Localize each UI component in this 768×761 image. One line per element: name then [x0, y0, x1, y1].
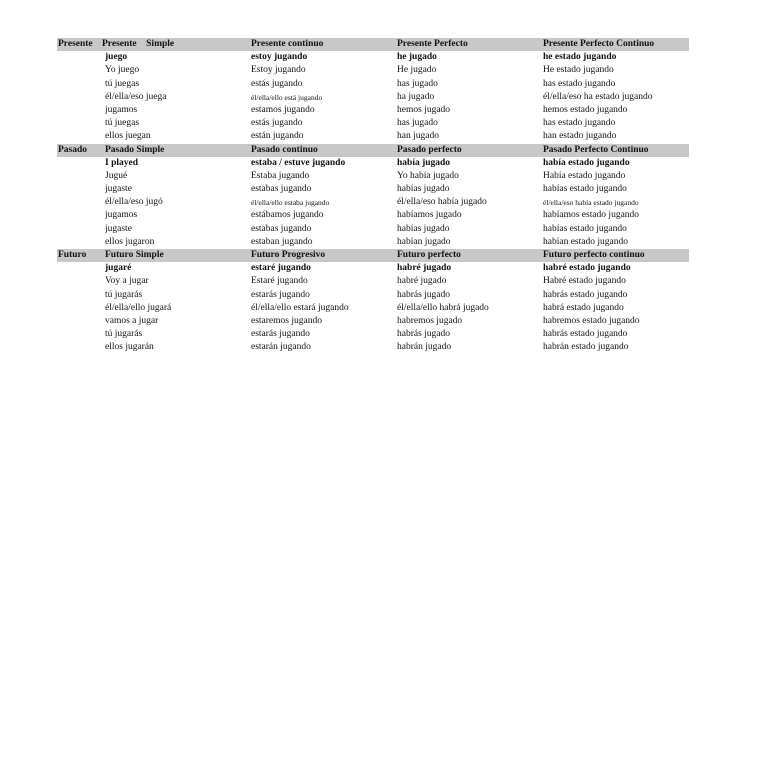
- column-header: Presente Perfecto: [397, 39, 468, 49]
- table-cell: habías jugado: [397, 184, 450, 195]
- section-header-futuro: [57, 249, 689, 262]
- section-label: Pasado: [58, 144, 88, 155]
- table-cell: habré jugado: [397, 276, 447, 287]
- column-header: Presente Simple: [102, 39, 175, 49]
- table-cell: hemos jugado: [397, 104, 451, 115]
- table-cell: has jugado: [397, 78, 438, 89]
- table-cell: han estado jugando: [543, 131, 617, 142]
- table-row: [57, 341, 689, 354]
- table-cell: ellos jugaron: [105, 236, 155, 247]
- table-row: [57, 117, 689, 130]
- table-cell: Voy a jugar: [105, 276, 149, 287]
- table-cell: han jugado: [397, 131, 439, 142]
- column-header: Futuro Simple: [105, 250, 164, 260]
- table-cell: él/ella/ello estaba jugando: [251, 198, 330, 208]
- column-header: Pasado Perfecto Continuo: [543, 144, 649, 155]
- table-cell: estarán jugando: [251, 342, 311, 353]
- table-cell: habremos jugado: [397, 315, 463, 326]
- table-cell: vamos a jugar: [105, 315, 159, 326]
- column-header: Futuro Progresivo: [251, 250, 326, 260]
- table-cell: tú juegas: [105, 118, 140, 129]
- table-cell: estarás jugando: [251, 289, 310, 300]
- table-cell: Estoy jugando: [251, 65, 306, 76]
- section-header-presente: [57, 38, 689, 51]
- table-cell: Yo había jugado: [397, 170, 459, 181]
- table-cell: habremos estado jugando: [543, 315, 640, 326]
- table-cell: estarás jugando: [251, 329, 310, 340]
- table-row: [57, 104, 689, 117]
- column-header: Presente Perfecto Continuo: [543, 39, 655, 49]
- table-cell: estás jugando: [251, 118, 303, 129]
- table-cell: jugamos: [105, 104, 138, 115]
- table-row: [57, 64, 689, 77]
- table-cell: él/ella/eso juega: [105, 91, 167, 102]
- table-row: [57, 51, 689, 64]
- table-cell: él/ella/ello habrá jugado: [397, 302, 489, 313]
- table-cell: hemos estado jugando: [543, 104, 628, 115]
- table-row: [57, 223, 689, 236]
- section-label: Futuro: [58, 250, 87, 260]
- table-cell: tú jugarás: [105, 289, 143, 300]
- table-cell: él/ella/ello jugará: [105, 302, 172, 313]
- table-cell: habrás jugado: [397, 289, 451, 300]
- table-row: [57, 315, 689, 328]
- table-cell: habías jugado: [397, 223, 450, 234]
- table-cell: Estaba jugando: [251, 170, 310, 181]
- table-cell: él/ella/eso había estado jugando: [543, 198, 639, 208]
- section-header-pasado: [57, 144, 689, 157]
- table-cell: habrán jugado: [397, 342, 452, 353]
- table-cell: tú juegas: [105, 78, 140, 89]
- table-cell: estaba / estuve jugando: [251, 157, 346, 168]
- table-cell: estoy jugando: [251, 52, 308, 63]
- table-row: [57, 183, 689, 196]
- column-header: Futuro perfecto continuo: [543, 250, 645, 260]
- table-cell: ellos juegan: [105, 131, 151, 142]
- table-cell: ellos jugarán: [105, 342, 154, 353]
- table-row: [57, 209, 689, 222]
- table-cell: Jugué: [105, 170, 128, 181]
- table-cell: habré estado jugando: [543, 263, 631, 274]
- column-header: Pasado Simple: [105, 144, 165, 155]
- conjugation-table: [57, 38, 689, 355]
- table-cell: estábamos jugando: [251, 210, 324, 221]
- column-header: Pasado continuo: [251, 144, 318, 155]
- table-cell: él/ella/eso ha estado jugando: [543, 91, 653, 102]
- table-cell: jugamos: [105, 210, 138, 221]
- table-cell: jugaré: [105, 263, 132, 274]
- table-cell: él/ella/eso jugó: [105, 197, 163, 208]
- table-cell: Estaré jugando: [251, 276, 308, 287]
- table-cell: habíamos jugado: [397, 210, 462, 221]
- table-cell: él/ella/ello estará jugando: [251, 302, 349, 313]
- table-cell: He estado jugando: [543, 65, 614, 76]
- table-row: [57, 328, 689, 341]
- table-row: [57, 302, 689, 315]
- table-cell: estás jugando: [251, 78, 303, 89]
- table-cell: estamos jugando: [251, 104, 315, 115]
- table-row: [57, 170, 689, 183]
- table-cell: has jugado: [397, 118, 438, 129]
- table-cell: él/ella/ello está jugando: [251, 92, 323, 102]
- section-label: Presente: [58, 39, 93, 49]
- table-cell: Había estado jugando: [543, 170, 626, 181]
- table-cell: habré jugado: [397, 263, 452, 274]
- table-row: [57, 196, 689, 209]
- table-cell: jugaste: [105, 184, 132, 195]
- table-row: [57, 289, 689, 302]
- table-cell: estaré jugando: [251, 263, 311, 274]
- table-cell: juego: [105, 52, 128, 63]
- table-cell: habían estado jugando: [543, 236, 628, 247]
- table-cell: habrás jugado: [397, 329, 451, 340]
- table-row: [57, 275, 689, 288]
- table-cell: estaremos jugando: [251, 315, 322, 326]
- table-cell: estaban jugando: [251, 236, 313, 247]
- table-cell: habían jugado: [397, 236, 451, 247]
- table-cell: he estado jugando: [543, 52, 617, 63]
- table-cell: has estado jugando: [543, 118, 616, 129]
- column-header: Presente continuo: [251, 39, 324, 49]
- table-cell: jugaste: [105, 223, 132, 234]
- table-cell: he jugado: [397, 52, 437, 63]
- table-row: [57, 130, 689, 143]
- table-row: [57, 262, 689, 275]
- table-cell: están jugando: [251, 131, 304, 142]
- table-cell: habrás estado jugando: [543, 289, 628, 300]
- table-cell: habías estado jugando: [543, 184, 627, 195]
- table-cell: Habré estado jugando: [543, 276, 626, 287]
- table-cell: habrá estado jugando: [543, 302, 624, 313]
- table-cell: Yo juego: [105, 65, 140, 76]
- table-cell: ha jugado: [397, 91, 435, 102]
- table-row: [57, 91, 689, 104]
- column-header: Pasado perfecto: [397, 144, 462, 155]
- table-row: [57, 78, 689, 91]
- table-cell: había estado jugando: [543, 157, 630, 168]
- table-cell: He jugado: [397, 65, 437, 76]
- table-cell: estabas jugando: [251, 184, 312, 195]
- column-header: Futuro perfecto: [397, 250, 461, 260]
- table-cell: habrás estado jugando: [543, 329, 628, 340]
- table-cell: habrán estado jugando: [543, 342, 629, 353]
- table-row: [57, 157, 689, 170]
- table-cell: habíamos estado jugando: [543, 210, 640, 221]
- table-row: [57, 236, 689, 249]
- table-cell: tú jugarás: [105, 329, 143, 340]
- table-cell: I played: [105, 157, 138, 168]
- table-cell: él/ella/eso había jugado: [397, 197, 487, 208]
- table-cell: estabas jugando: [251, 223, 312, 234]
- table-cell: había jugado: [397, 157, 451, 168]
- table-cell: has estado jugando: [543, 78, 616, 89]
- table-cell: habías estado jugando: [543, 223, 627, 234]
